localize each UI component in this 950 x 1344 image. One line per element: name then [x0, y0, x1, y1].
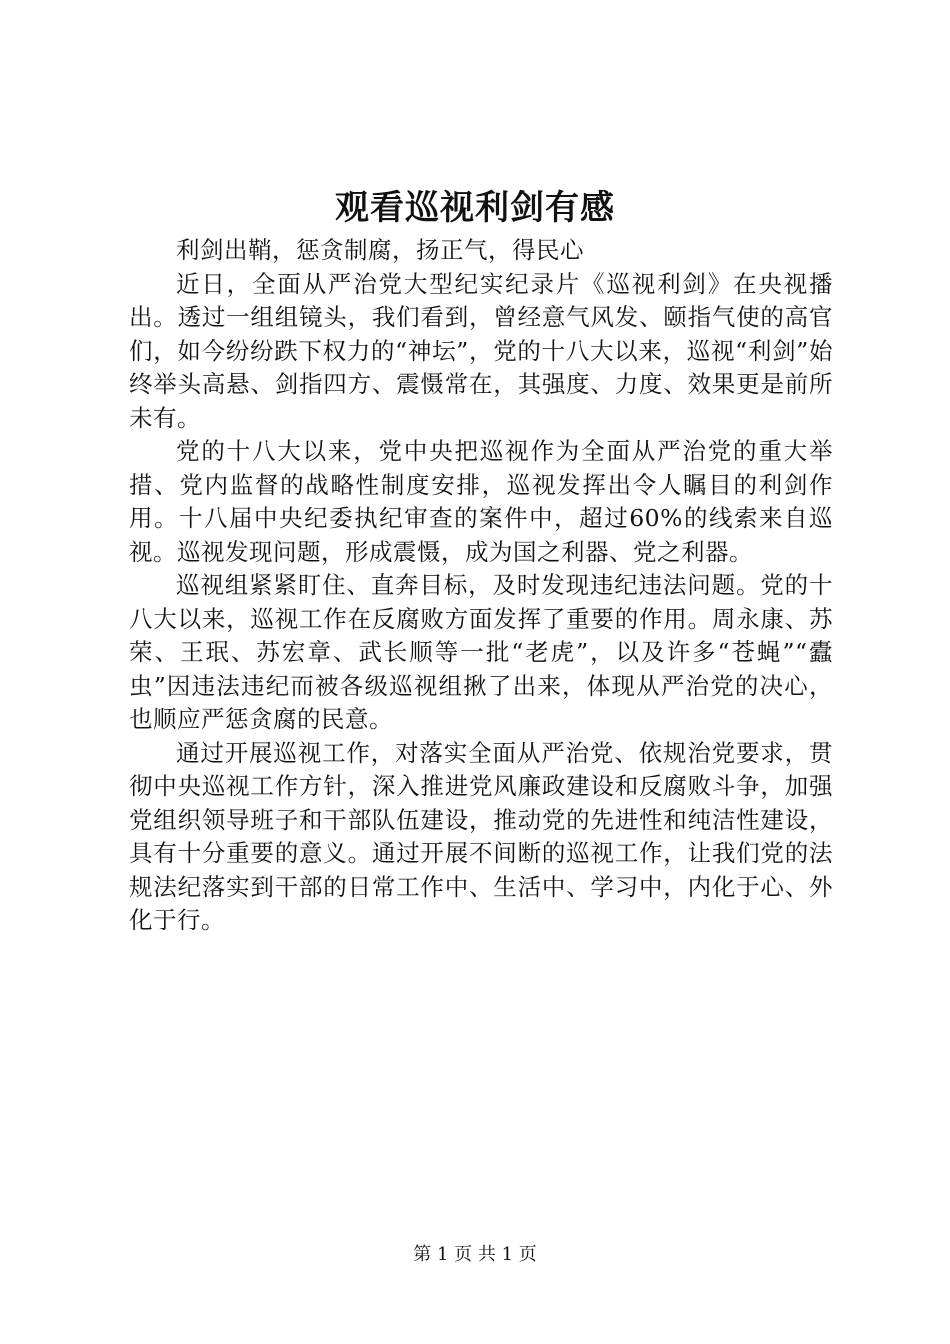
body-paragraph-4: 巡视组紧紧盯住、直奔目标，及时发现违纪违法问题。党的十八大以来，巡视工作在反腐败方面发挥了重要的作用。周永康、苏荣、王珉、苏宏章、武长顺等一批“老虎”，以及许多“苍蝇”“蠹虫”因违法违纪而被各级巡视组揪了出来，体现从严治党的决心，也顺应严惩贪腐的民意。 — [129, 571, 833, 733]
page-title: 观看巡视利剑有感 — [335, 188, 615, 228]
page-footer: 第 1 页 共 1 页 — [413, 1244, 537, 1265]
body-paragraph-3: 党的十八大以来，党中央把巡视作为全面从严治党的重大举措、党内监督的战略性制度安排，巡视发挥出令人瞩目的利剑作用。十八届中央纪委执纪审查的案件中，超过60%的线索来自巡视。巡视发现问题，形成震慑，成为国之利器、党之利器。 — [129, 437, 833, 566]
body-paragraph-1: 利剑出鞘，惩贪制腐，扬正气，得民心 — [176, 236, 584, 264]
document-body — [129, 234, 833, 938]
body-paragraph-2: 近日，全面从严治党大型纪实纪录片《巡视利剑》在央视播出。透过一组组镜头，我们看到，曾经意气风发、颐指气使的高官们，如今纷纷跌下权力的“神坛”，党的十八大以来，巡视“利剑”始终举头高悬、剑指四方、震慑常在，其强度、力度、效果更是前所未有。 — [129, 269, 833, 432]
body-paragraph-5: 通过开展巡视工作，对落实全面从严治党、依规治党要求，贯彻中央巡视工作方针，深入推进党风廉政建设和反腐败斗争，加强党组织领导班子和干部队伍建设，推动党的先进性和纯洁性建设，具有十分重要的意义。通过开展不间断的巡视工作，让我们党的法规法纪落实到干部的日常工作中、生活中、学习中，内化于心、外化于行。 — [129, 738, 833, 934]
